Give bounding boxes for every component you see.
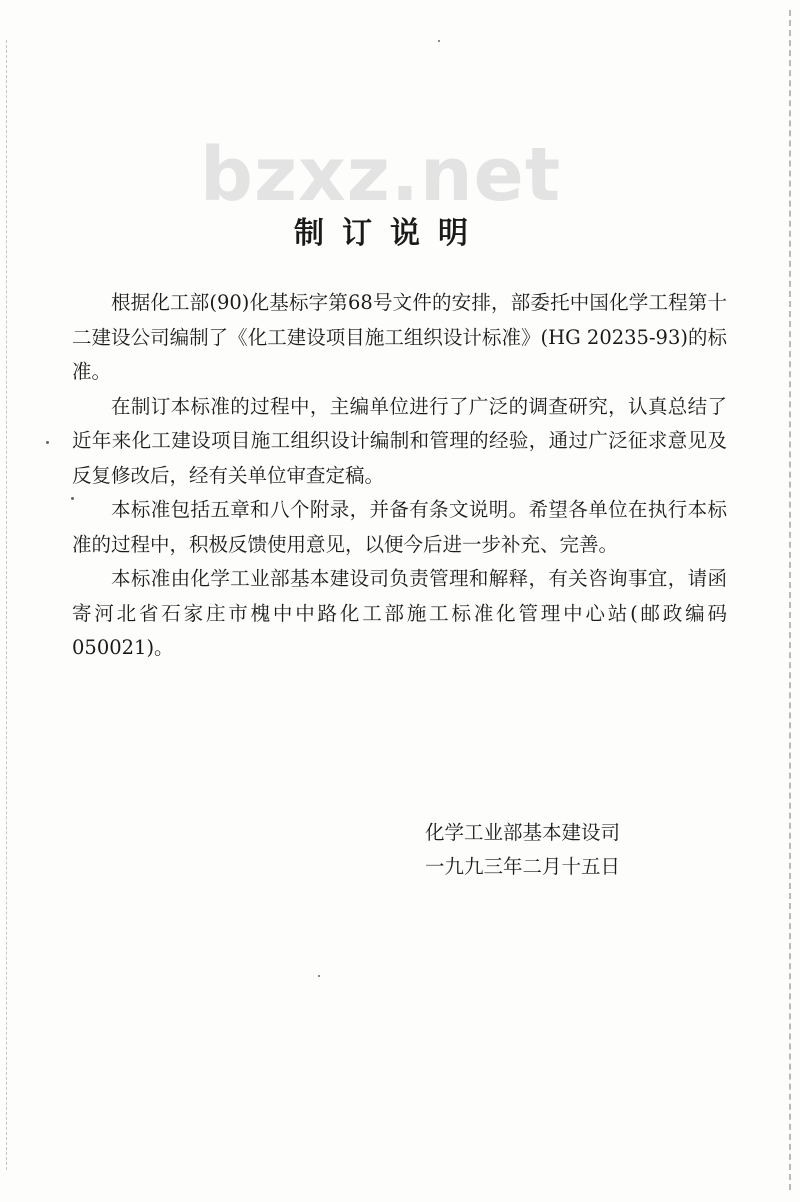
paragraph: 在制订本标准的过程中，主编单位进行了广泛的调查研究，认真总结了近年来化工建设项目施工组织设计编制和管理的经验，通过广泛征求意见及反复修改后，经有关单位审查定稿。 — [72, 394, 727, 487]
paragraph: 本标准包括五章和八个附录，并备有条文说明。希望各单位在执行本标准的过程中，积极反馈使用意见，以便今后进一步补充、完善。 — [72, 498, 727, 556]
signature-block — [425, 816, 685, 884]
paragraph: 根据化工部(90)化基标字第68号文件的安排，部委托中国化学工程第十二建设公司编制了《化工建设项目施工组织设计标准》(HG 20235-93)的标准。 — [72, 291, 727, 383]
scan-edge-right — [789, 10, 792, 1190]
scan-speck — [438, 40, 440, 42]
scan-speck — [318, 975, 320, 977]
scan-edge-left — [6, 40, 8, 1170]
scan-speck — [71, 497, 74, 500]
paragraph: 本标准由化学工业部基本建设司负责管理和解释，有关咨询事宜，请函寄河北省石家庄市槐中中路化工部施工标准化管理中心站(邮政编码 050021)。 — [72, 567, 727, 659]
signature-organization: 化学工业部基本建设司 — [425, 821, 621, 844]
watermark: bzxz.net — [200, 132, 562, 218]
body-text — [72, 286, 727, 666]
signature-date: 一九九三年二月十五日 — [425, 855, 621, 878]
scan-speck — [46, 441, 49, 444]
page-title: 制订说明 — [294, 216, 486, 251]
